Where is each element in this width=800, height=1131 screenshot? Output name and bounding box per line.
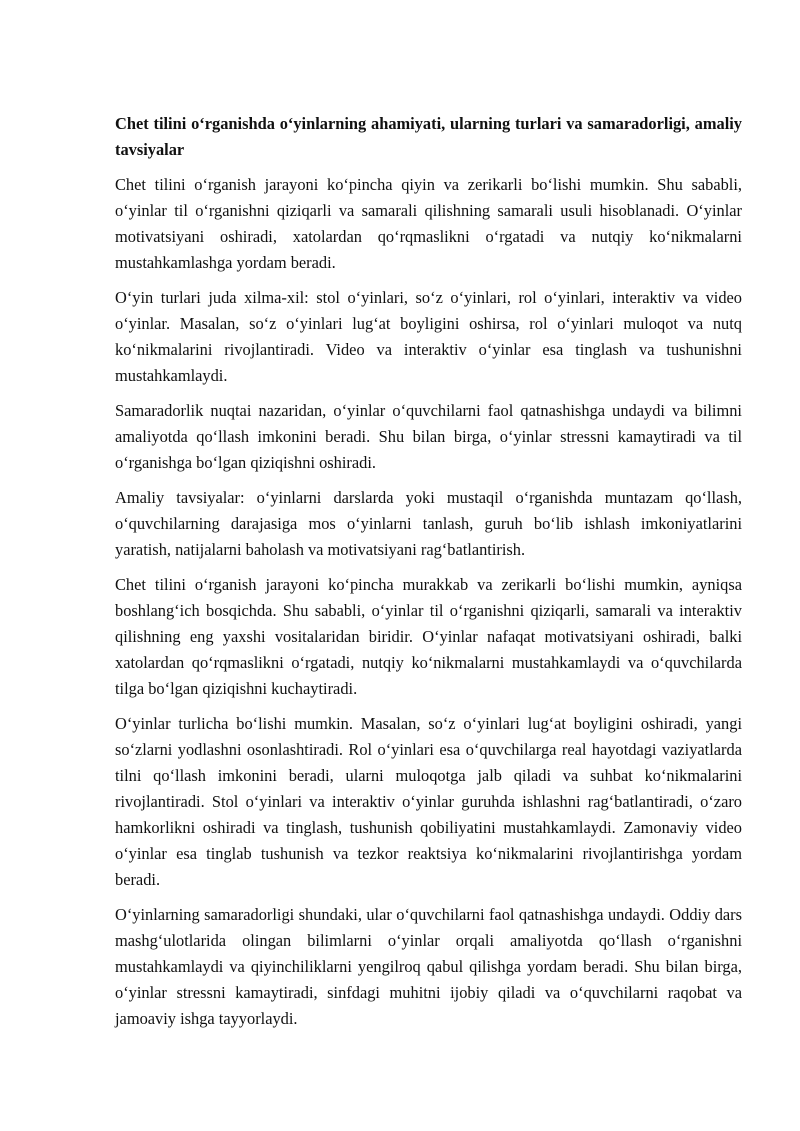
paragraph-4: Amaliy tavsiyalar: o‘yinlarni darslarda yoki mustaqil o‘rganishda muntazam qo‘llash, o‘quvchilarning darajasiga mos o‘yinlarni tanlash, guruh bo‘lib ishlash imkoniyatlarini yaratish, natijalarni baholash va motivatsiyani rag‘batlantirish.: [115, 488, 742, 559]
document-title: Chet tilini o‘rganishda o‘yinlarning ahamiyati, ularning turlari va samaradorligi, amaliy tavsiyalar: [115, 114, 742, 159]
paragraph-1: Chet tilini o‘rganish jarayoni ko‘pincha qiyin va zerikarli bo‘lishi mumkin. Shu sababli, o‘yinlar til o‘rganishni qiziqarli va samarali qilishning samarali usuli hisoblanadi. O‘yinlar motivatsiyani oshiradi, xatolardan qo‘rqmaslikni o‘rgatadi va nutqiy ko‘nikmalarni mustahkamlashga yordam beradi.: [115, 175, 742, 272]
paragraph-5: Chet tilini o‘rganish jarayoni ko‘pincha murakkab va zerikarli bo‘lishi mumkin, ayniqsa boshlang‘ich bosqichda. Shu sababli, o‘yinlar til o‘rganishni qiziqarli, samarali va interaktiv qilishning eng yaxshi vositalaridan biridir. O‘yinlar nafaqat motivatsiyani oshiradi, balki xatolardan qo‘rqmaslikni o‘rgatadi, nutqiy ko‘nikmalarni mustahkamlaydi va o‘quvchilarda tilga bo‘lgan qiziqishni kuchaytiradi.: [115, 575, 742, 698]
paragraph-7: O‘yinlarning samaradorligi shundaki, ular o‘quvchilarni faol qatnashishga undaydi. Oddiy dars mashg‘ulotlarida olingan bilimlarni o‘yinlar orqali amaliyotda qo‘llash o‘rganishni mustahkamlaydi va qiyinchiliklarni yengilroq qabul qilishga yordam beradi. Shu bilan birga, o‘yinlar stressni kamaytiradi, sinfdagi muhitni ijobiy qiladi va o‘quvchilarni raqobat va jamoaviy ishga tayyorlaydi.: [115, 905, 742, 1028]
paragraph-6: O‘yinlar turlicha bo‘lishi mumkin. Masalan, so‘z o‘yinlari lug‘at boyligini oshiradi, yangi so‘zlarni yodlashni osonlashtiradi. Rol o‘yinlari esa o‘quvchilarga real hayotdagi vaziyatlarda tilni qo‘llash imkonini beradi, ularni muloqotga jalb qiladi va suhbat ko‘nikmalarini rivojlantiradi. Stol o‘yinlari va interaktiv o‘yinlar guruhda ishlashni rag‘batlantiradi, o‘zaro hamkorlikni oshiradi va tinglash, tushunish qobiliyatini mustahkamlaydi. Zamonaviy video o‘yinlar esa tinglab tushunish va tezkor reaktsiya ko‘nikmalarini rivojlantirishga yordam beradi.: [115, 714, 742, 889]
document-page: [115, 111, 742, 1041]
paragraph-2: O‘yin turlari juda xilma-xil: stol o‘yinlari, so‘z o‘yinlari, rol o‘yinlari, interaktiv va video o‘yinlar. Masalan, so‘z o‘yinlari lug‘at boyligini oshirsa, rol o‘yinlari muloqot va nutq ko‘nikmalarini rivojlantiradi. Video va interaktiv o‘yinlar esa tinglash va tushunishni mustahkamlaydi.: [115, 288, 742, 385]
paragraph-3: Samaradorlik nuqtai nazaridan, o‘yinlar o‘quvchilarni faol qatnashishga undaydi va bilimni amaliyotda qo‘llash imkonini beradi. Shu bilan birga, o‘yinlar stressni kamaytiradi va til o‘rganishga bo‘lgan qiziqishni oshiradi.: [115, 401, 742, 472]
